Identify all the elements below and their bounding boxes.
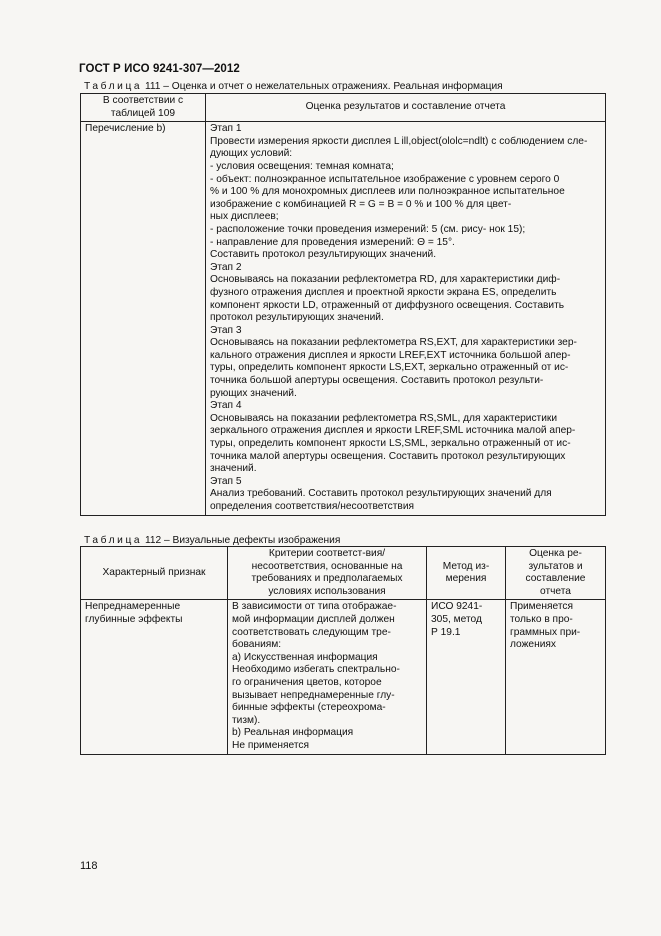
text-line: 305, метод — [431, 613, 482, 625]
text-line: - расположение точки проведения измерений: 5 (см. рису- нок 15); — [210, 223, 526, 235]
text-line: точника большой апертуры освещения. Составить протокол результи- — [210, 375, 544, 387]
table-111 — [80, 93, 606, 516]
table-112-caption: Таблица 112 – Визуальные дефекты изображения — [84, 535, 341, 546]
page-number: 118 — [80, 860, 98, 872]
table-row — [81, 122, 606, 515]
table-112 — [80, 546, 606, 755]
text-line: протокол результирующих значений. — [210, 312, 384, 324]
text-line: туры, определить компонент яркости LS,EXT, зеркально отраженный от ис- — [210, 362, 569, 374]
text-line: - условия освещения: темная комната; — [210, 160, 394, 172]
text-line: Анализ требований. Составить протокол результирующих значений для — [210, 488, 552, 500]
text-line: Составить протокол результирующих значений. — [210, 249, 437, 261]
text-line: Необходимо избегать спектрально- — [232, 664, 400, 676]
text-line: фузного отражения дисплея и проектной яркости экрана ES, определить — [210, 286, 557, 298]
column-header-criteria: Критерии соответст-вия/несоответствия, основанные на требованиях и предполагаемых условиях использования — [228, 547, 427, 600]
text-line: граммных при- — [510, 626, 581, 638]
text-line: точника малой апертуры освещения. Составить протокол результирующих — [210, 450, 566, 462]
table-header-row — [81, 94, 606, 122]
text-line: мой информации дисплей должен — [232, 613, 395, 625]
text-line: вызывает непреднамеренные глу- — [232, 689, 395, 701]
text-line: туры, определить компонент яркости LS,SML, зеркально отраженный от ис- — [210, 438, 571, 450]
text-line: Основываясь на показании рефлектометра RS,SML, для характеристики — [210, 412, 558, 424]
column-header-method: Метод из-мерения — [427, 547, 506, 600]
criteria-cell — [228, 600, 427, 754]
table-header-row — [81, 547, 606, 600]
text-line: Основываясь на показании рефлектометра RD, для характеристики диф- — [210, 274, 561, 286]
text-line: Не применяется — [232, 739, 310, 751]
text-line: b) Реальная информация — [232, 727, 354, 739]
method-cell — [427, 600, 506, 754]
text-line: % и 100 % для монохромных дисплеев или полноэкранное испытательное — [210, 186, 565, 198]
text-line: В зависимости от типа отображае- — [232, 601, 397, 613]
table-row — [81, 600, 606, 754]
text-line: Применяется — [510, 601, 573, 613]
text-line: только в про- — [510, 613, 573, 625]
text-line: изображение с комбинацией R = G = B = 0 % и 100 % для цвет- — [210, 198, 512, 210]
document-header: ГОСТ Р ИСО 9241-307—2012 — [79, 63, 240, 75]
column-header-reference: В соответствии с таблицей 109 — [81, 94, 206, 122]
text-line: рующих значений. — [210, 387, 297, 399]
text-line: Провести измерения яркости дисплея L ill,object(ololc=ndlt) с соблюдением сле- — [210, 135, 588, 147]
text-line: Этап 4 — [210, 400, 242, 412]
text-line: бованиям: — [232, 639, 282, 651]
text-line: значений. — [210, 463, 257, 475]
text-line: кального отражения дисплея и яркости LREF,EXT источника большой апер- — [210, 349, 571, 361]
text-line: дующих условий: — [210, 148, 293, 160]
text-line: Р 19.1 — [431, 626, 461, 638]
text-line: соответствовать следующим тре- — [232, 626, 391, 638]
text-line: определения соответствия/несоответствия — [210, 501, 415, 512]
table-111-caption: Таблица 111 – Оценка и отчет о нежелательных отражениях. Реальная информация — [84, 81, 503, 92]
text-line: ложениях — [510, 639, 557, 651]
row-label: Перечисление b) — [81, 122, 206, 515]
text-line: Этап 3 — [210, 324, 242, 336]
text-line: - направление для проведения измерений: Θ = 15°. — [210, 236, 455, 248]
evaluation-cell — [506, 600, 606, 754]
text-line: ИСО 9241- — [431, 601, 483, 613]
text-line: a) Искусственная информация — [232, 651, 378, 663]
column-header-evaluation: Оценка результатов и составление отчета — [206, 94, 606, 122]
text-line: Основываясь на показании рефлектометра RS,EXT, для характеристики зер- — [210, 337, 577, 349]
text-line: тизм). — [232, 714, 261, 726]
text-line: Этап 5 — [210, 475, 242, 487]
column-header-feature: Характерный признак — [81, 547, 228, 600]
text-line: зеркального отражения дисплея и яркости LREF,SML источника малой апер- — [210, 425, 576, 437]
evaluation-text — [206, 122, 606, 515]
text-line: Этап 1 — [210, 123, 242, 135]
text-line: го ограничения цветов, которое — [232, 676, 382, 688]
text-line: бинные эффекты (стереохрома- — [232, 702, 386, 714]
text-line: компонент яркости LD, отраженный от диффузного освещения. Составить — [210, 299, 565, 311]
text-line: ных дисплеев; — [210, 211, 279, 223]
feature-cell: Непреднамеренные глубинные эффекты — [81, 600, 228, 754]
column-header-evaluation: Оценка ре-зультатов и составление отчета — [506, 547, 606, 600]
text-line: Этап 2 — [210, 261, 242, 273]
text-line: - объект: полноэкранное испытательное изображение с уровнем серого 0 — [210, 173, 560, 185]
